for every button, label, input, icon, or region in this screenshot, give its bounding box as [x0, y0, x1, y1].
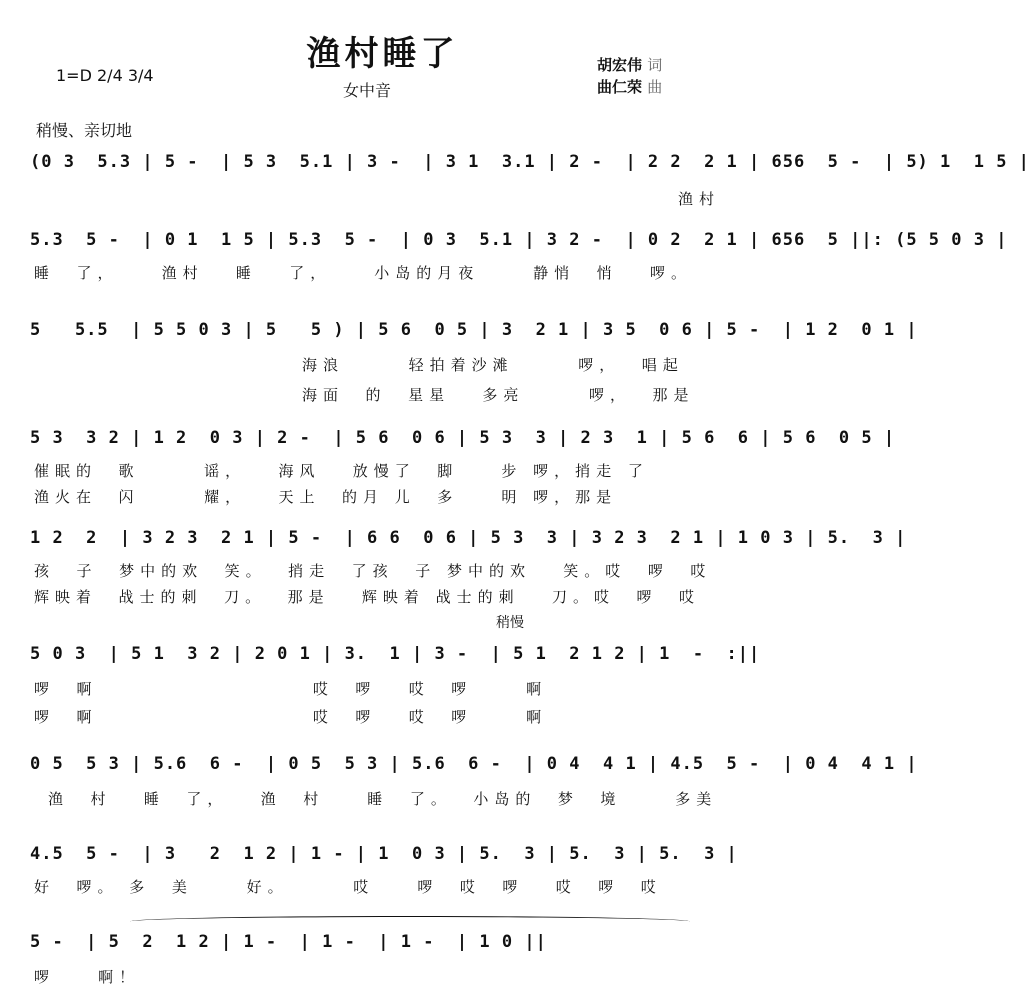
notation-line: 5 3 3 2 | 1 2 0 3 | 2 - | 5 6 0 6 | 5 3 3 | 2 3 1 | 5 6 6 | 5 6 0 5 |	[30, 428, 896, 448]
notation-line: 5.3 5 - | 0 1 1 5 | 5.3 5 - | 0 3 5.1 | 3 2 - | 0 2 2 1 | 656 5 ||: (5 5 0 3 |	[30, 230, 1008, 250]
lyrics-line: 催眠的 歌 谣， 海风 放慢了 脚 步 啰，捎走 了	[34, 462, 649, 480]
tempo-marking: 稍慢、亲切地	[36, 121, 133, 140]
lyrics-line: 啰 啊 哎 啰 哎 啰 啊	[34, 708, 548, 726]
lyrics-line: 海面 的 星星 多亮 啰， 那是	[302, 386, 695, 404]
lyrics-line: 渔村	[678, 190, 721, 208]
lyrics-line: 啰 啊 哎 啰 哎 啰 啊	[34, 680, 548, 698]
lyrics-line: 好 啰。 多 美 好。 哎 啰 哎 啰 哎 啰 哎	[34, 878, 662, 896]
lyricist-role: 词	[647, 56, 663, 74]
phrase-slur	[130, 916, 690, 927]
notation-line: 1 2 2 | 3 2 3 2 1 | 5 - | 6 6 0 6 | 5 3 3 | 3 2 3 2 1 | 1 0 3 | 5. 3 |	[30, 528, 907, 548]
notation-line: 0 5 5 3 | 5.6 6 - | 0 5 5 3 | 5.6 6 - | 0 4 4 1 | 4.5 5 - | 0 4 4 1 |	[30, 754, 918, 774]
lyrics-line: 渔 村 睡 了， 渔 村 睡 了。 小岛的 梦 境 多美	[48, 790, 718, 808]
lyrics-line: 海浪 轻拍着沙滩 啰， 唱起	[302, 356, 684, 374]
song-title: 渔村睡了	[306, 34, 459, 74]
composer-role: 曲	[647, 78, 663, 96]
lyrics-line: 啰 啊！	[34, 968, 141, 986]
lyrics-line: 睡 了， 渔村 睡 了， 小岛的月夜 静悄 悄 啰。	[34, 264, 692, 282]
key-signature: 1=D 2/4 3/4	[56, 66, 154, 85]
notation-line: 5 5.5 | 5 5 0 3 | 5 5 ) | 5 6 0 5 | 3 2 1 | 3 5 0 6 | 5 - | 1 2 0 1 |	[30, 320, 918, 340]
notation-line: 5 - | 5 2 1 2 | 1 - | 1 - | 1 - | 1 0 ||	[30, 932, 547, 952]
composer-name: 曲仁荣	[597, 78, 643, 96]
lyricist-name: 胡宏伟	[597, 56, 643, 74]
notation-line: 4.5 5 - | 3 2 1 2 | 1 - | 1 0 3 | 5. 3 | 5. 3 | 5. 3 |	[30, 844, 738, 864]
tempo-change-marking: 稍慢	[496, 615, 524, 631]
notation-line: (0 3 5.3 | 5 - | 5 3 5.1 | 3 - | 3 1 3.1 | 2 - | 2 2 2 1 | 656 5 - | 5) 1 1 5 |	[30, 152, 1030, 172]
lyrics-line: 辉映着 战士的刺 刀。 那是 辉映着 战士的刺 刀。哎 啰 哎	[34, 588, 701, 606]
notation-line: 5 0 3 | 5 1 3 2 | 2 0 1 | 3. 1 | 3 - | 5 1 2 1 2 | 1 - :||	[30, 644, 761, 664]
lyrics-line: 孩 子 梦中的欢 笑。 捎走 了孩 子 梦中的欢 笑。哎 啰 哎	[34, 562, 712, 580]
credits	[597, 54, 662, 98]
voice-type: 女中音	[343, 81, 392, 100]
lyrics-line: 渔火在 闪 耀， 天上 的月 儿 多 明 啰，那是	[34, 488, 618, 506]
